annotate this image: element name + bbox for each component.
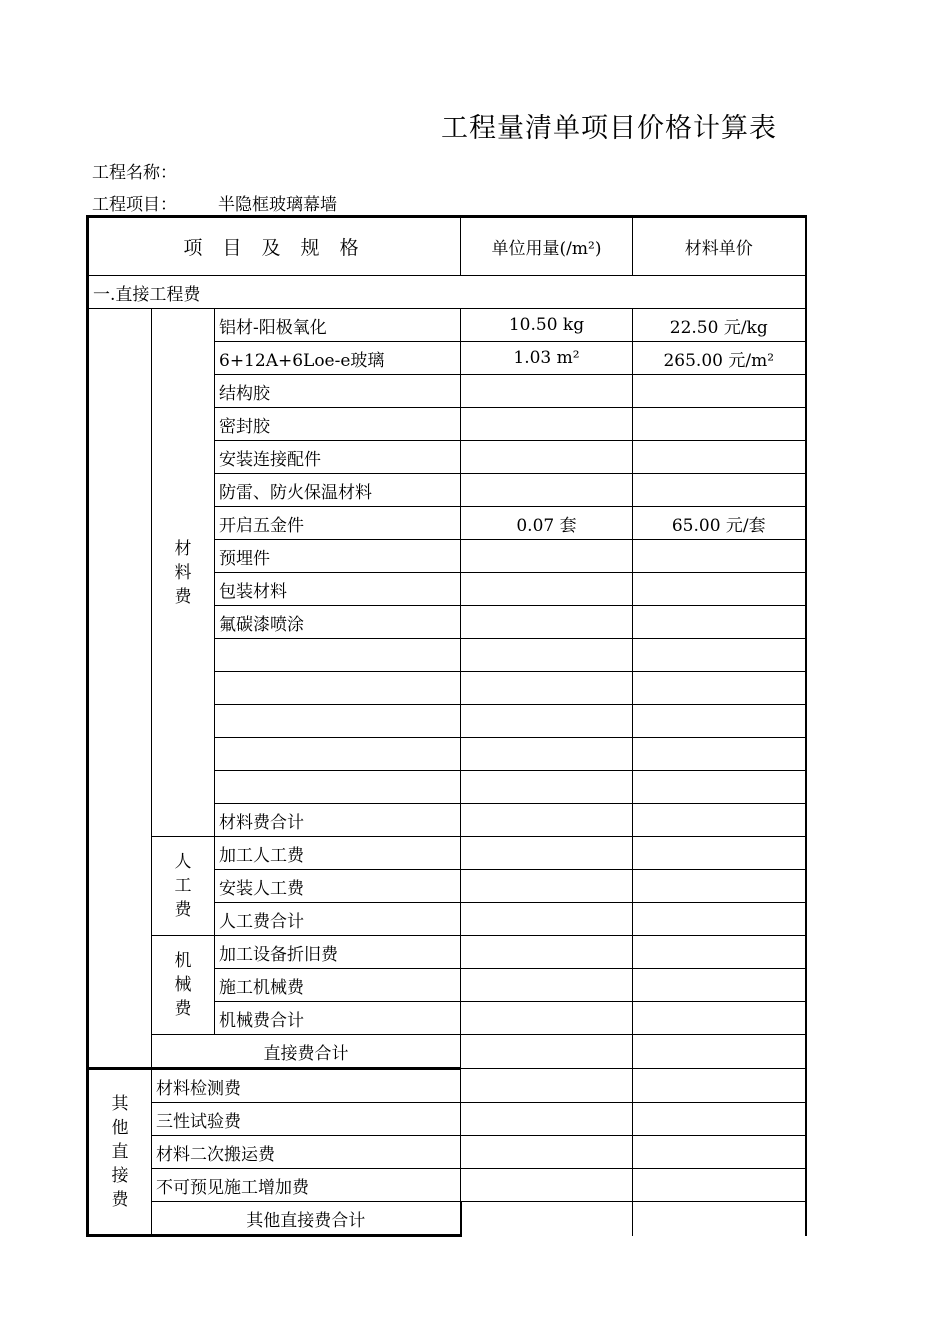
item-name: 安装连接配件 bbox=[215, 441, 461, 474]
item-usage bbox=[461, 573, 633, 606]
table-row bbox=[88, 837, 806, 870]
item-usage bbox=[461, 870, 633, 903]
item-price bbox=[633, 969, 806, 1002]
item-usage bbox=[461, 771, 633, 804]
item-name bbox=[215, 639, 461, 672]
item-usage bbox=[461, 1169, 633, 1202]
item-name bbox=[215, 771, 461, 804]
other-direct-total-row bbox=[88, 1202, 806, 1236]
item-name: 包装材料 bbox=[215, 573, 461, 606]
item-usage bbox=[461, 672, 633, 705]
item-name: 加工人工费 bbox=[215, 837, 461, 870]
item-price bbox=[633, 1069, 806, 1103]
item-name: 材料检测费 bbox=[152, 1069, 461, 1103]
item-price bbox=[633, 771, 806, 804]
item-price bbox=[633, 408, 806, 441]
item-name: 不可预见施工增加费 bbox=[152, 1169, 461, 1202]
item-name: 施工机械费 bbox=[215, 969, 461, 1002]
item-price: 22.50 元/kg bbox=[633, 309, 806, 342]
item-price bbox=[633, 1103, 806, 1136]
item-usage: 10.50 kg bbox=[461, 309, 633, 342]
item-name: 材料二次搬运费 bbox=[152, 1136, 461, 1169]
item-usage bbox=[461, 969, 633, 1002]
item-usage bbox=[461, 639, 633, 672]
item-usage bbox=[461, 936, 633, 969]
item-usage bbox=[461, 540, 633, 573]
price-calculation-table bbox=[86, 215, 807, 1237]
item-price bbox=[633, 540, 806, 573]
item-price bbox=[633, 903, 806, 936]
section-direct-cost: 一.直接工程费 bbox=[88, 276, 806, 309]
item-usage: 0.07 套 bbox=[461, 507, 633, 540]
other-direct-total-price bbox=[633, 1202, 806, 1236]
item-name: 机械费合计 bbox=[215, 1002, 461, 1035]
item-price bbox=[633, 1169, 806, 1202]
header-item-spec: 项 目 及 规 格 bbox=[88, 217, 461, 276]
item-name: 加工设备折旧费 bbox=[215, 936, 461, 969]
group-machine bbox=[152, 936, 215, 1035]
item-usage bbox=[461, 738, 633, 771]
project-item-label: 工程项目： bbox=[92, 195, 177, 215]
project-name-label: 工程名称： bbox=[92, 163, 177, 183]
item-price bbox=[633, 870, 806, 903]
item-usage bbox=[461, 837, 633, 870]
item-usage bbox=[461, 804, 633, 837]
item-name bbox=[215, 672, 461, 705]
item-price bbox=[633, 639, 806, 672]
item-usage bbox=[461, 1103, 633, 1136]
group-other-direct-label: 其他直接费 bbox=[111, 1094, 129, 1210]
item-usage bbox=[461, 1069, 633, 1103]
item-price bbox=[633, 606, 806, 639]
item-usage bbox=[461, 408, 633, 441]
item-name: 结构胶 bbox=[215, 375, 461, 408]
header-material-price: 材料单价 bbox=[633, 217, 806, 276]
direct-total-usage bbox=[461, 1035, 633, 1069]
item-name: 密封胶 bbox=[215, 408, 461, 441]
direct-cost-group-cell bbox=[88, 309, 152, 1069]
item-usage bbox=[461, 441, 633, 474]
item-name: 预埋件 bbox=[215, 540, 461, 573]
item-usage bbox=[461, 375, 633, 408]
item-price: 65.00 元/套 bbox=[633, 507, 806, 540]
item-price bbox=[633, 1002, 806, 1035]
table-row bbox=[88, 936, 806, 969]
item-price bbox=[633, 474, 806, 507]
item-usage bbox=[461, 474, 633, 507]
item-name: 三性试验费 bbox=[152, 1103, 461, 1136]
project-name-row bbox=[92, 158, 177, 183]
item-name: 防雷、防火保温材料 bbox=[215, 474, 461, 507]
item-name: 开启五金件 bbox=[215, 507, 461, 540]
table-row bbox=[88, 1103, 806, 1136]
item-name bbox=[215, 705, 461, 738]
table-row bbox=[88, 1136, 806, 1169]
section-row bbox=[88, 276, 806, 309]
item-price: 265.00 元/m² bbox=[633, 342, 806, 375]
item-usage bbox=[461, 1002, 633, 1035]
item-price bbox=[633, 705, 806, 738]
page-title: 工程量清单项目价格计算表 bbox=[441, 113, 777, 144]
item-usage bbox=[461, 903, 633, 936]
item-usage bbox=[461, 606, 633, 639]
direct-total-label: 直接费合计 bbox=[152, 1035, 461, 1069]
item-price bbox=[633, 804, 806, 837]
item-usage: 1.03 m² bbox=[461, 342, 633, 375]
table-row bbox=[88, 1169, 806, 1202]
group-labor-label: 人工费 bbox=[174, 852, 192, 920]
item-price bbox=[633, 672, 806, 705]
project-item-value: 半隐框玻璃幕墙 bbox=[218, 195, 337, 215]
item-name: 材料费合计 bbox=[215, 804, 461, 837]
group-material-label: 材料费 bbox=[174, 538, 192, 607]
table-row bbox=[88, 1069, 806, 1103]
other-direct-total-usage bbox=[461, 1202, 633, 1236]
table-header-row bbox=[88, 217, 806, 276]
item-name: 人工费合计 bbox=[215, 903, 461, 936]
item-price bbox=[633, 375, 806, 408]
item-name: 安装人工费 bbox=[215, 870, 461, 903]
item-usage bbox=[461, 1136, 633, 1169]
header-unit-usage: 单位用量(/m²) bbox=[461, 217, 633, 276]
group-material bbox=[152, 309, 215, 837]
direct-total-price bbox=[633, 1035, 806, 1069]
item-name: 氟碳漆喷涂 bbox=[215, 606, 461, 639]
item-price bbox=[633, 441, 806, 474]
item-name: 6+12A+6Loe-e玻璃 bbox=[215, 342, 461, 375]
group-machine-label: 机械费 bbox=[174, 951, 192, 1019]
direct-total-row bbox=[88, 1035, 806, 1069]
item-name bbox=[215, 738, 461, 771]
item-price bbox=[633, 738, 806, 771]
item-price bbox=[633, 936, 806, 969]
group-other-direct bbox=[88, 1069, 152, 1236]
project-item-row bbox=[92, 190, 337, 215]
item-name: 铝材-阳极氧化 bbox=[215, 309, 461, 342]
item-price bbox=[633, 573, 806, 606]
group-labor bbox=[152, 837, 215, 936]
other-direct-total-label: 其他直接费合计 bbox=[152, 1202, 461, 1236]
item-price bbox=[633, 837, 806, 870]
item-price bbox=[633, 1136, 806, 1169]
item-usage bbox=[461, 705, 633, 738]
table-row bbox=[88, 309, 806, 342]
